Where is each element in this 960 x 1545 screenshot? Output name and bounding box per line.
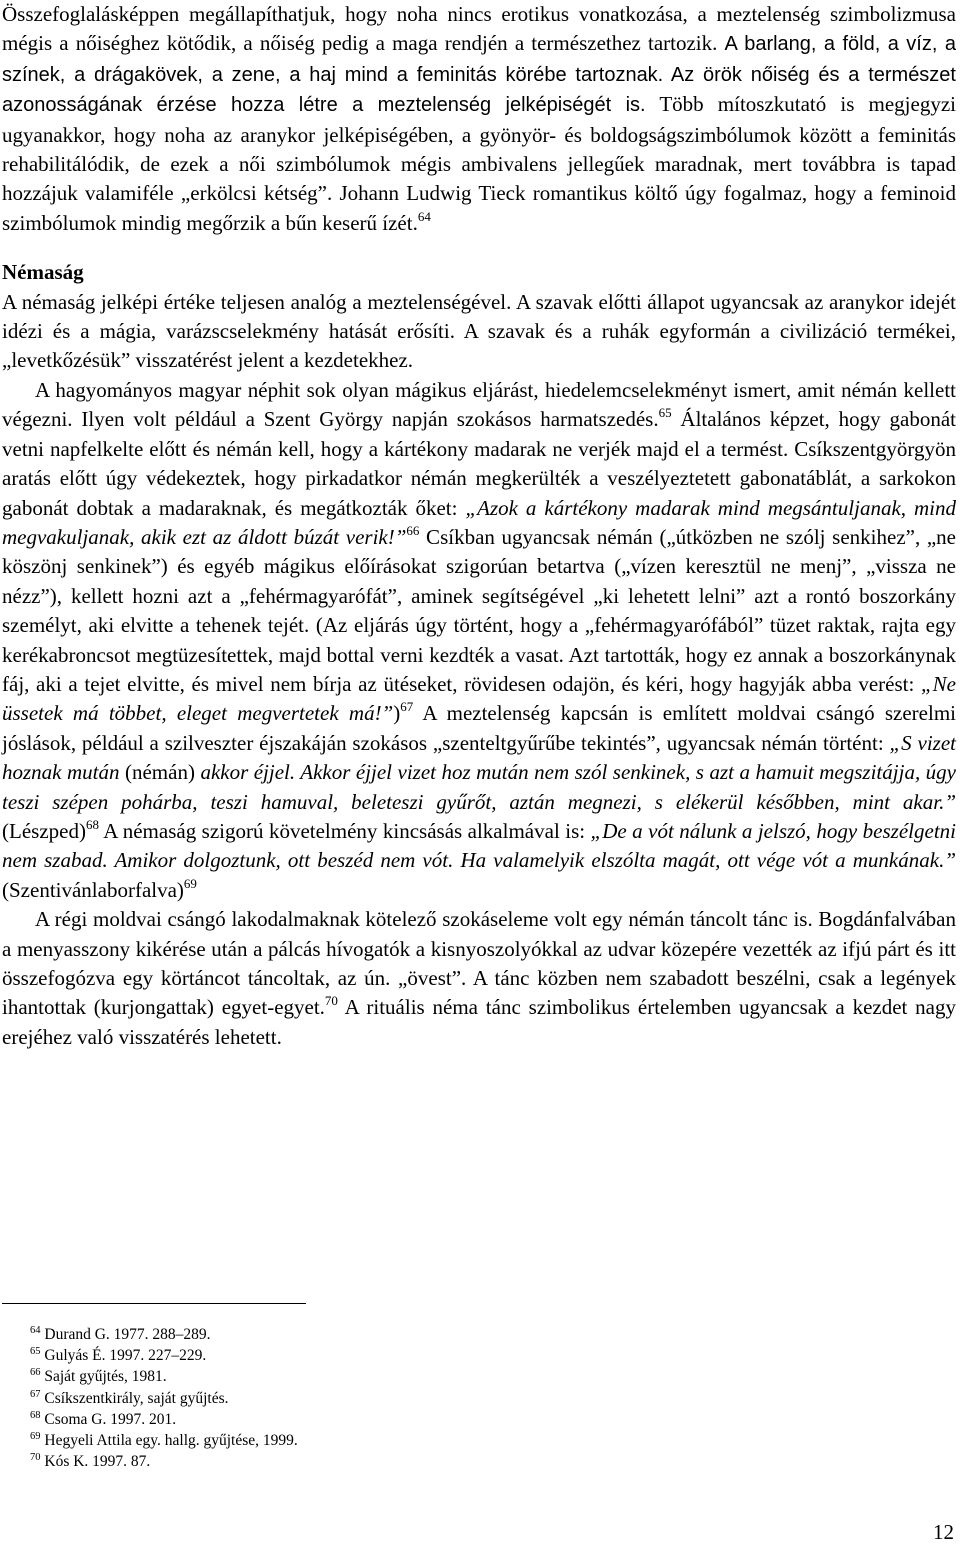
footnote-number: 70 xyxy=(30,1452,41,1464)
paragraph-nemasag-intro xyxy=(2,288,956,376)
footnote-item xyxy=(30,1409,730,1430)
text-segment: Csíkban ugyancsak némán („útközben ne szólj senkihez”, „ne köszönj senkinek”) és egyéb mágikus előírásokat szigorúan betartva („vízen keresztül ne menj”, „vissza ne nézz”), kellett hozni azt a „fehérmagyarófát”, aminek segítségével „ki lehetett lelni” azt a rontó boszorkány személyt, aki elvitte a tehenek tejét. (Az eljárás úgy történt, hogy a „fehérmagyarófából” tüzet raktak, rajta egy kerékabroncsot megtüzesítettek, majd bottal verni kezdték a vasat. Azt tartották, hogy ez annak a boszorkánynak fáj, aki a tejet elvitte, és mivel nem bírja az ütéseket, rövidesen odajön, és kéri, hogy hagyják abba verést: xyxy=(2,524,957,696)
text-segment: „De a vót nálunk a jelszó, hogy beszélgetni nem szabad. Amikor dolgoztunk, ott beszéd nem vót. Ha valamelyik elszólta magát, ott vége vót a munkának.” xyxy=(2,818,956,873)
paragraph-summary xyxy=(2,0,956,238)
footnote-text: Durand G. 1977. 288–289. xyxy=(40,1326,211,1343)
text-segment: „Azok a kártékony madarak mind megsántuljanak, mind megvakuljanak, akik ezt az áldott búzát verik!” xyxy=(2,495,956,549)
text-segment: ) xyxy=(393,701,401,726)
text-segment: (Szentivánlaborfalva) xyxy=(2,877,184,902)
footnote-text: Csíkszentkirály, saját gyűjtés. xyxy=(40,1389,229,1407)
text-segment: Összefoglalásképpen megállapíthatjuk, hogy noha nincs erotikus vonatkozása, a meztelenség szimbolizmusa mégis a nőiséghez kötődik, a nőiség pedig a maga rendjén a természethez tartozik. xyxy=(2,2,956,56)
footnote-text: Kós K. 1997. 87. xyxy=(40,1453,151,1471)
paragraph-magikus-eljarasok xyxy=(2,376,956,905)
footnote-item xyxy=(30,1345,730,1366)
page-number: 12 xyxy=(933,1520,954,1544)
footnote-text: Csoma G. 1997. 201. xyxy=(40,1410,177,1428)
text-segment: (némán) xyxy=(119,760,201,785)
footnote-number: 65 xyxy=(30,1346,41,1358)
footnote-reference[interactable]: 65 xyxy=(658,405,672,421)
text-segment: akkor éjjel. Akkor éjjel vizet hoz mután nem szól senkinek, s azt a hamuit megszitájja, úgy teszi szépen pohárba, teszi hamuval, beleteszi gyűrőt, aztán megnezi, s elékerül későbben, mint akar.” xyxy=(2,760,956,814)
text-segment: „S vizet hoznak mután xyxy=(2,730,956,785)
text-segment: A hagyományos magyar néphit sok olyan mágikus eljárást, hiedelemcselekményt ismert, amit némán kellett végezni. Ilyen volt például a Szent György napján szokásos harmatszedés. xyxy=(2,377,956,432)
footnote-reference[interactable]: 68 xyxy=(85,816,99,832)
footnote-reference[interactable]: 67 xyxy=(400,699,414,715)
footnote-item xyxy=(30,1430,730,1451)
paragraph-nema-tanc xyxy=(2,905,956,1052)
footnote-item xyxy=(30,1388,730,1409)
body-text xyxy=(2,0,956,1052)
text-segment: (Lészped) xyxy=(2,818,86,843)
footnote-number: 66 xyxy=(30,1367,41,1379)
footnote-item xyxy=(30,1366,730,1387)
text-segment: „Ne üssetek má többet, eleget megvertetek má!” xyxy=(2,671,956,726)
text-segment: Több mítoszkutató is megjegyzi ugyanakkor, hogy noha az aranykor jelképiségében, a gyönyör- és boldogságszimbólumok között a feminitás rehabilitálódik, de ezek a női szimbólumok mégis ambivalens jellegűek maradnak, mert továbbra is tapad hozzájuk valamiféle „erkölcsi kétség”. Johann Ludwig Tieck romantikus költő úgy fogalmaz, hogy a feminoid szimbólumok mindig megőrzik a bűn keserű ízét. xyxy=(2,92,956,235)
footnote-reference[interactable]: 66 xyxy=(406,522,420,538)
footnote-reference[interactable]: 69 xyxy=(183,875,197,891)
footnote-number: 67 xyxy=(30,1388,41,1400)
text-segment: A némaság jelképi értéke teljesen analóg a meztelenségével. A szavak előtti állapot ugyancsak az aranykor idejét idézi és a mágia, varázscselekmény hatását erősíti. A szavak és a ruhák egyformán a civilizáció termékei, „levetkőzésük” visszatérést jelent a kezdetekhez. xyxy=(2,289,956,373)
footnotes-list xyxy=(30,1324,730,1472)
footnote-number: 64 xyxy=(30,1325,41,1336)
footnote-number: 68 xyxy=(30,1409,41,1421)
text-segment: A némaság szigorú követelmény kincsásás alkalmával is: xyxy=(98,818,591,843)
text-segment: A rituális néma tánc szimbolikus értelemben ugyancsak a kezdet nagy erejéhez való visszatérés lehetett. xyxy=(2,995,956,1049)
footnote-text: Saját gyűjtés, 1981. xyxy=(40,1368,167,1386)
text-segment: Általános képzet, hogy gabonát vetni napfelkelte előtt és némán kell, hogy a kártékony madarak ne verjék majd el a termést. Csíkszentgyörgyön aratás előtt úgy védekeztek, hogy pirkadatkor némán megkerülték a veszélyeztetett gabonatáblát, a sarkokon gabonát dobtak a madaraknak, és megátkozták őket: xyxy=(2,407,956,520)
footnote-divider xyxy=(2,1303,306,1304)
footnote-item xyxy=(30,1324,730,1345)
footnote-item xyxy=(30,1451,730,1472)
footnote-text: Hegyeli Attila egy. hallg. gyűjtése, 1999. xyxy=(40,1432,298,1450)
section-heading-nemasag xyxy=(2,258,956,287)
text-segment: A barlang, a föld, a víz, a színek, a drágakövek, a zene, a haj mind a feminitás körébe tartoznak. Az örök nőiség és a természet azonosságának érzése hozza létre a meztelenség jelképiségét is. xyxy=(2,33,956,117)
footnote-text: Gulyás É. 1997. 227–229. xyxy=(40,1347,207,1365)
footnote-reference[interactable]: 64 xyxy=(417,208,431,224)
footnote-reference[interactable]: 70 xyxy=(324,993,338,1009)
text-segment: Némaság xyxy=(2,260,84,285)
text-segment: A meztelenség kapcsán is említett moldvai csángó szerelmi jóslások, például a szilveszter éjszakáján szokásos „szenteltgyűrűbe tekintés”, ugyancsak némán történt: xyxy=(2,701,957,755)
text-segment: A régi moldvai csángó lakodalmaknak kötelező szokáseleme volt egy némán táncolt tánc is. Bogdánfalvában a menyasszony kikérése után a pálcás hívogatók a kisnyoszolyókkal az udvar közepére vezették az ifjú párt és itt összefogózva egy körtáncot táncoltak, az ún. „övest”. A tánc közben nem szabadott beszélni, csak a legények ihantottak (kurjongattak) egyet-egyet. xyxy=(2,907,956,1020)
footnote-number: 69 xyxy=(30,1431,41,1443)
